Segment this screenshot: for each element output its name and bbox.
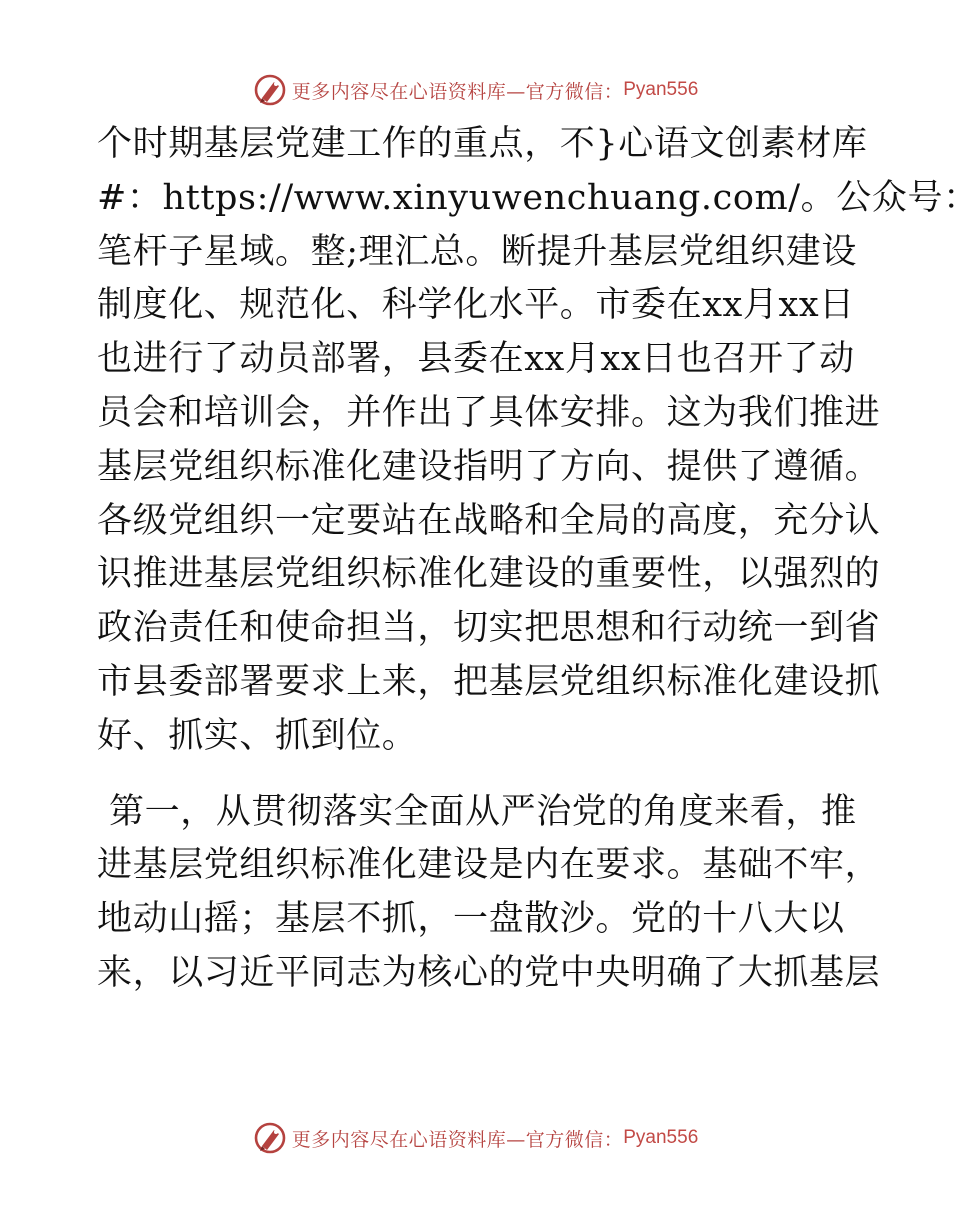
text-line: 好、抓实、抓到位。 xyxy=(97,715,418,756)
header-watermark-text: 更多内容尽在心语资料库—官方微信： xyxy=(291,80,624,103)
header-watermark-id: Pyan556 xyxy=(623,79,699,100)
text-line: 制度化、规范化、科学化水平。市委在xx月xx日 xyxy=(97,285,855,326)
text-line: 笔杆子星域。整;理汇总。断提升基层党组织建设 xyxy=(97,231,857,272)
paragraph-2 xyxy=(97,786,881,1001)
text-line: 政治责任和使命担当，切实把思想和行动统一到省 xyxy=(97,608,881,649)
paragraph-1 xyxy=(97,118,979,764)
paragraph-spacer xyxy=(97,764,857,786)
text-line: #：https://www.xinyuwenchuang.com/。公众号： xyxy=(97,177,979,218)
text-line: 地动山摇；基层不抓，一盘散沙。党的十八大以 xyxy=(97,899,845,940)
document-body xyxy=(97,118,979,1001)
text-line: 各级党组织一定要站在战略和全局的高度，充分认 xyxy=(97,500,881,541)
pen-logo-icon xyxy=(252,72,288,108)
header-watermark xyxy=(0,70,950,110)
footer-watermark-text: 更多内容尽在心语资料库—官方微信： xyxy=(291,1128,624,1151)
pen-logo-icon xyxy=(252,1120,288,1156)
text-line: 员会和培训会，并作出了具体安排。这为我们推进 xyxy=(97,392,881,433)
text-line: 个时期基层党建工作的重点，不}心语文创素材库 xyxy=(97,124,868,164)
text-line: 也进行了动员部署，县委在xx月xx日也召开了动 xyxy=(97,339,855,380)
text-line: 识推进基层党组织标准化建设的重要性，以强烈的 xyxy=(97,554,881,595)
text-line: 来，以习近平同志为核心的党中央明确了大抓基层 xyxy=(97,952,881,993)
text-line: 基层党组织标准化建设指明了方向、提供了遵循。 xyxy=(97,446,881,487)
text-line: 进基层党组织标准化建设是内在要求。基础不牢， xyxy=(97,845,881,886)
footer-watermark xyxy=(0,1118,950,1158)
footer-watermark-id: Pyan556 xyxy=(623,1127,699,1148)
text-line: 第一，从贯彻落实全面从严治党的角度来看，推 xyxy=(109,791,857,832)
text-line: 市县委部署要求上来，把基层党组织标准化建设抓 xyxy=(97,661,881,702)
